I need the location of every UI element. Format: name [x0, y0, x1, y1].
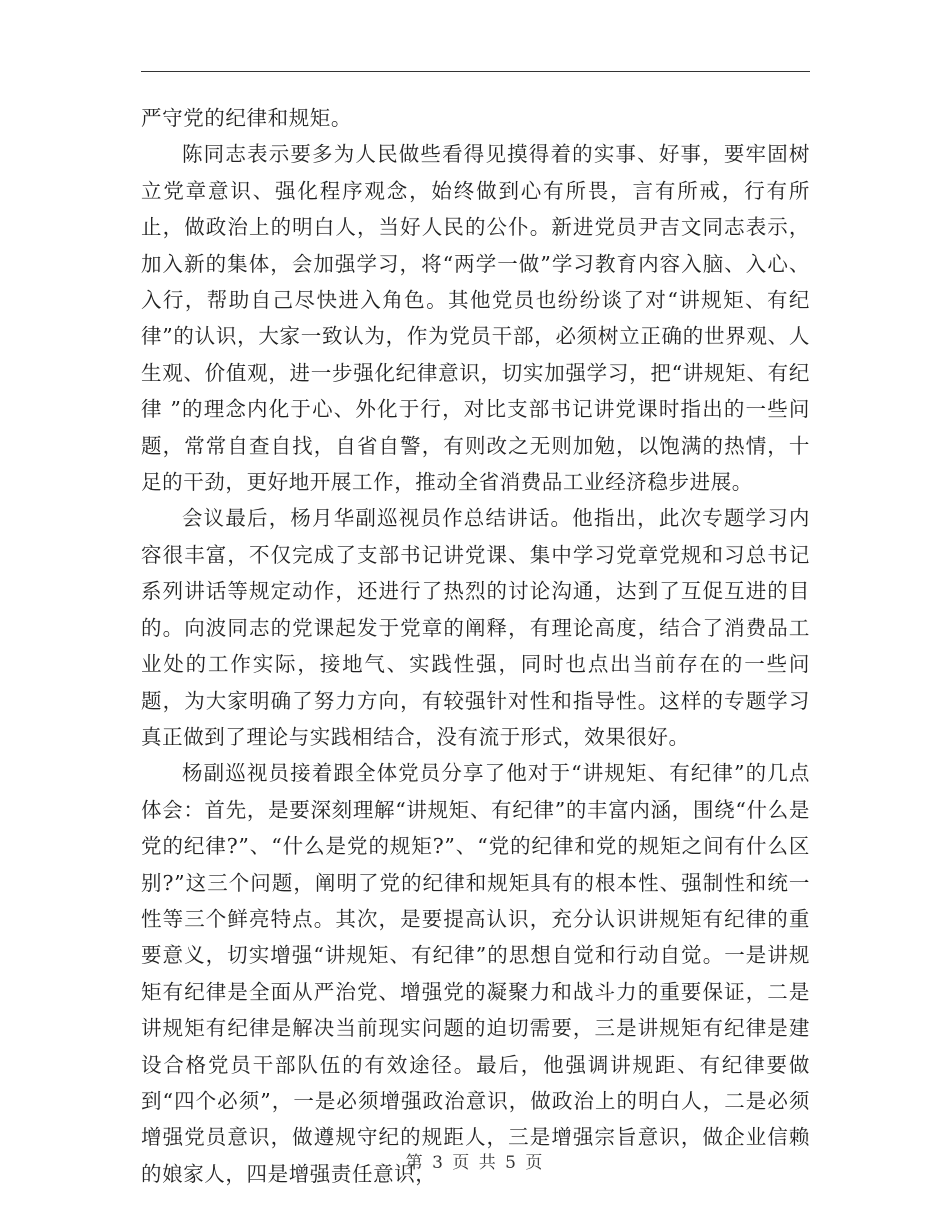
header-divider	[141, 71, 810, 72]
paragraph-4: 杨副巡视员接着跟全体党员分享了他对于“讲规矩、有纪律”的几点体会：首先，是要深刻理解“讲规矩、有纪律”的丰富内涵，围绕“什么是党的纪律?”、“什么是党的规矩?”、“党的纪律和党的规矩之间有什么区别?”这三个问题，阐明了党的纪律和规矩具有的根本性、强制性和统一性等三个鲜亮特点。其次，是要提高认识，充分认识讲规矩有纪律的重要意义，切实增强“讲规矩、有纪律”的思想自觉和行动自觉。一是讲规矩有纪律是全面从严治党、增强党的凝聚力和战斗力的重要保证，二是讲规矩有纪律是解决当前现实问题的迫切需要，三是讲规矩有纪律是建设合格党员干部队伍的有效途径。最后，他强调讲规距、有纪律要做到“四个必须”，一是必须增强政治意识，做政治上的明白人，二是必须增强党员意识，做遵规守纪的规距人，三是增强宗旨意识，做企业信赖的娘家人，四是增强责任意识，	[141, 761, 810, 1186]
paragraph-3: 会议最后，杨月华副巡视员作总结讲话。他指出，此次专题学习内容很丰富，不仅完成了支部书记讲党课、集中学习党章党规和习总书记系列讲话等规定动作，还进行了热烈的讨论沟通，达到了互促互进的目的。向波同志的党课起发于党章的阐释，有理论高度，结合了消费品工业处的工作实际，接地气、实践性强，同时也点出当前存在的一些问题，为大家明确了努力方向，有较强针对性和指导性。这样的专题学习真正做到了理论与实践相结合，没有流于形式，效果很好。	[141, 506, 810, 749]
document-body	[141, 100, 810, 1192]
paragraph-1: 严守党的纪律和规矩。	[141, 106, 352, 130]
page-number-footer: 第 3 页 共 5 页	[405, 1153, 545, 1173]
paragraph-2: 陈同志表示要多为人民做些看得见摸得着的实事、好事，要牢固树立党章意识、强化程序观念，始终做到心有所畏，言有所戒，行有所止，做政治上的明白人，当好人民的公仆。新进党员尹吉文同志表示，加入新的集体，会加强学习，将“两学一做”学习教育内容入脑、入心、入行，帮助自己尽快进入角色。其他党员也纷纷谈了对“讲规矩、有纪律”的认识，大家一致认为，作为党员干部，必须树立正确的世界观、人生观、价值观，进一步强化纪律意识，切实加强学习，把“讲规矩、有纪律 ”的理念内化于心、外化于行，对比支部书记讲党课时指出的一些问题，常常自查自找，自省自警，有则改之无则加勉，以饱满的热情，十足的干劲，更好地开展工作，推动全省消费品工业经济稳步进展。	[141, 142, 810, 495]
